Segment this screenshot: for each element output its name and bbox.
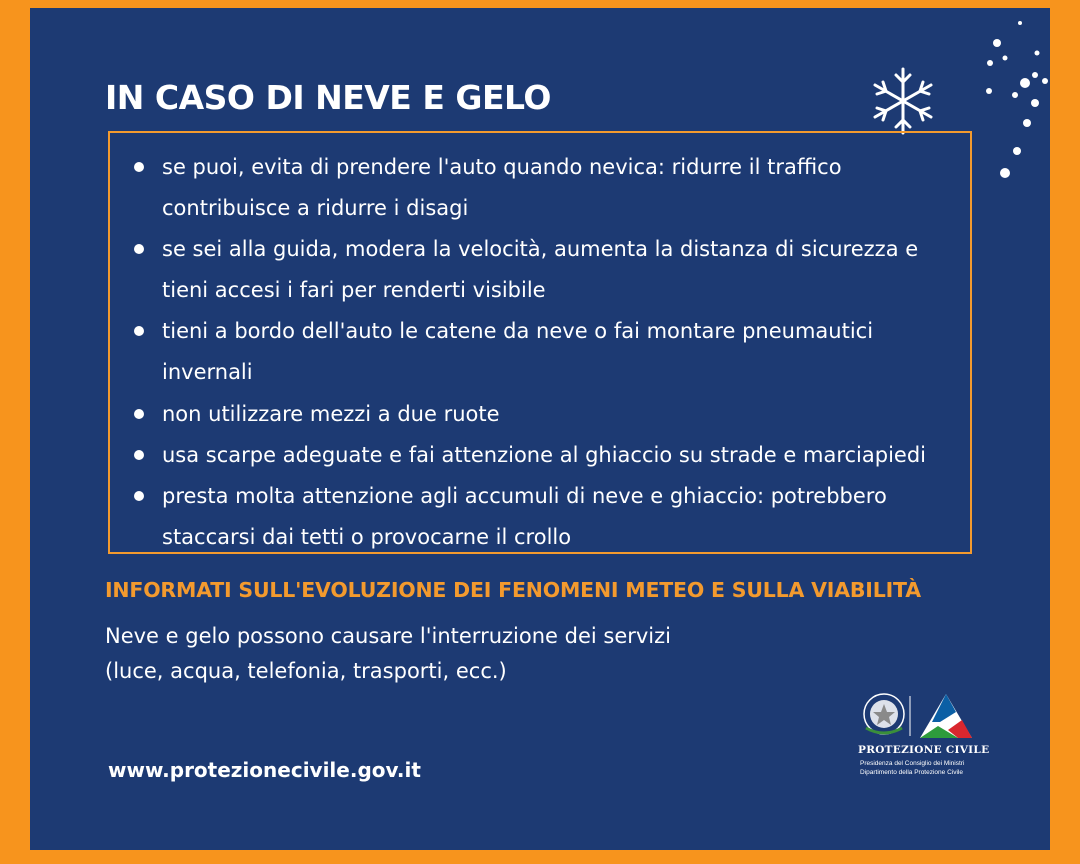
bullet-icon: [134, 162, 144, 172]
logo-subtitle-2: Dipartimento della Protezione Civile: [860, 769, 963, 776]
service-note: Neve e gelo possono causare l'interruzione dei servizi (luce, acqua, telefonia, trasporti, ecc.): [105, 624, 671, 683]
info-card: [30, 8, 1050, 850]
bullet-icon: [134, 450, 144, 460]
logo-name: PROTEZIONE CIVILE: [858, 744, 990, 756]
protezione-civile-logo: [858, 690, 990, 790]
tips-box: [108, 131, 972, 554]
bullet-icon: [134, 491, 144, 501]
logo-subtitle-1: Presidenza del Consiglio dei Ministri: [860, 760, 965, 767]
list-item: se puoi, evita di prendere l'auto quando nevica: ridurre il traffico contribuisce a ridurre i disagi: [162, 147, 962, 229]
inform-heading: INFORMATI SULL'EVOLUZIONE DEI FENOMENI METEO E SULLA VIABILITÀ: [105, 578, 921, 602]
bullet-icon: [134, 326, 144, 336]
bullet-icon: [134, 244, 144, 254]
page-title: IN CASO DI NEVE E GELO: [105, 78, 551, 117]
list-item: se sei alla guida, modera la velocità, aumenta la distanza di sicurezza e tieni accesi i fari per renderti visibile: [162, 229, 962, 311]
bullet-icon: [134, 409, 144, 419]
list-item: non utilizzare mezzi a due ruote: [162, 394, 962, 435]
list-item: usa scarpe adeguate e fai attenzione al ghiaccio su strade e marciapiedi: [162, 435, 962, 476]
list-item: tieni a bordo dell'auto le catene da neve o fai montare pneumautici invernali: [162, 311, 962, 393]
list-item: presta molta attenzione agli accumuli di neve e ghiaccio: potrebbero staccarsi dai tetti o provocarne il crollo: [162, 476, 962, 558]
civil-protection-triangle-icon: [918, 692, 974, 740]
website-link[interactable]: www.protezionecivile.gov.it: [108, 758, 421, 782]
